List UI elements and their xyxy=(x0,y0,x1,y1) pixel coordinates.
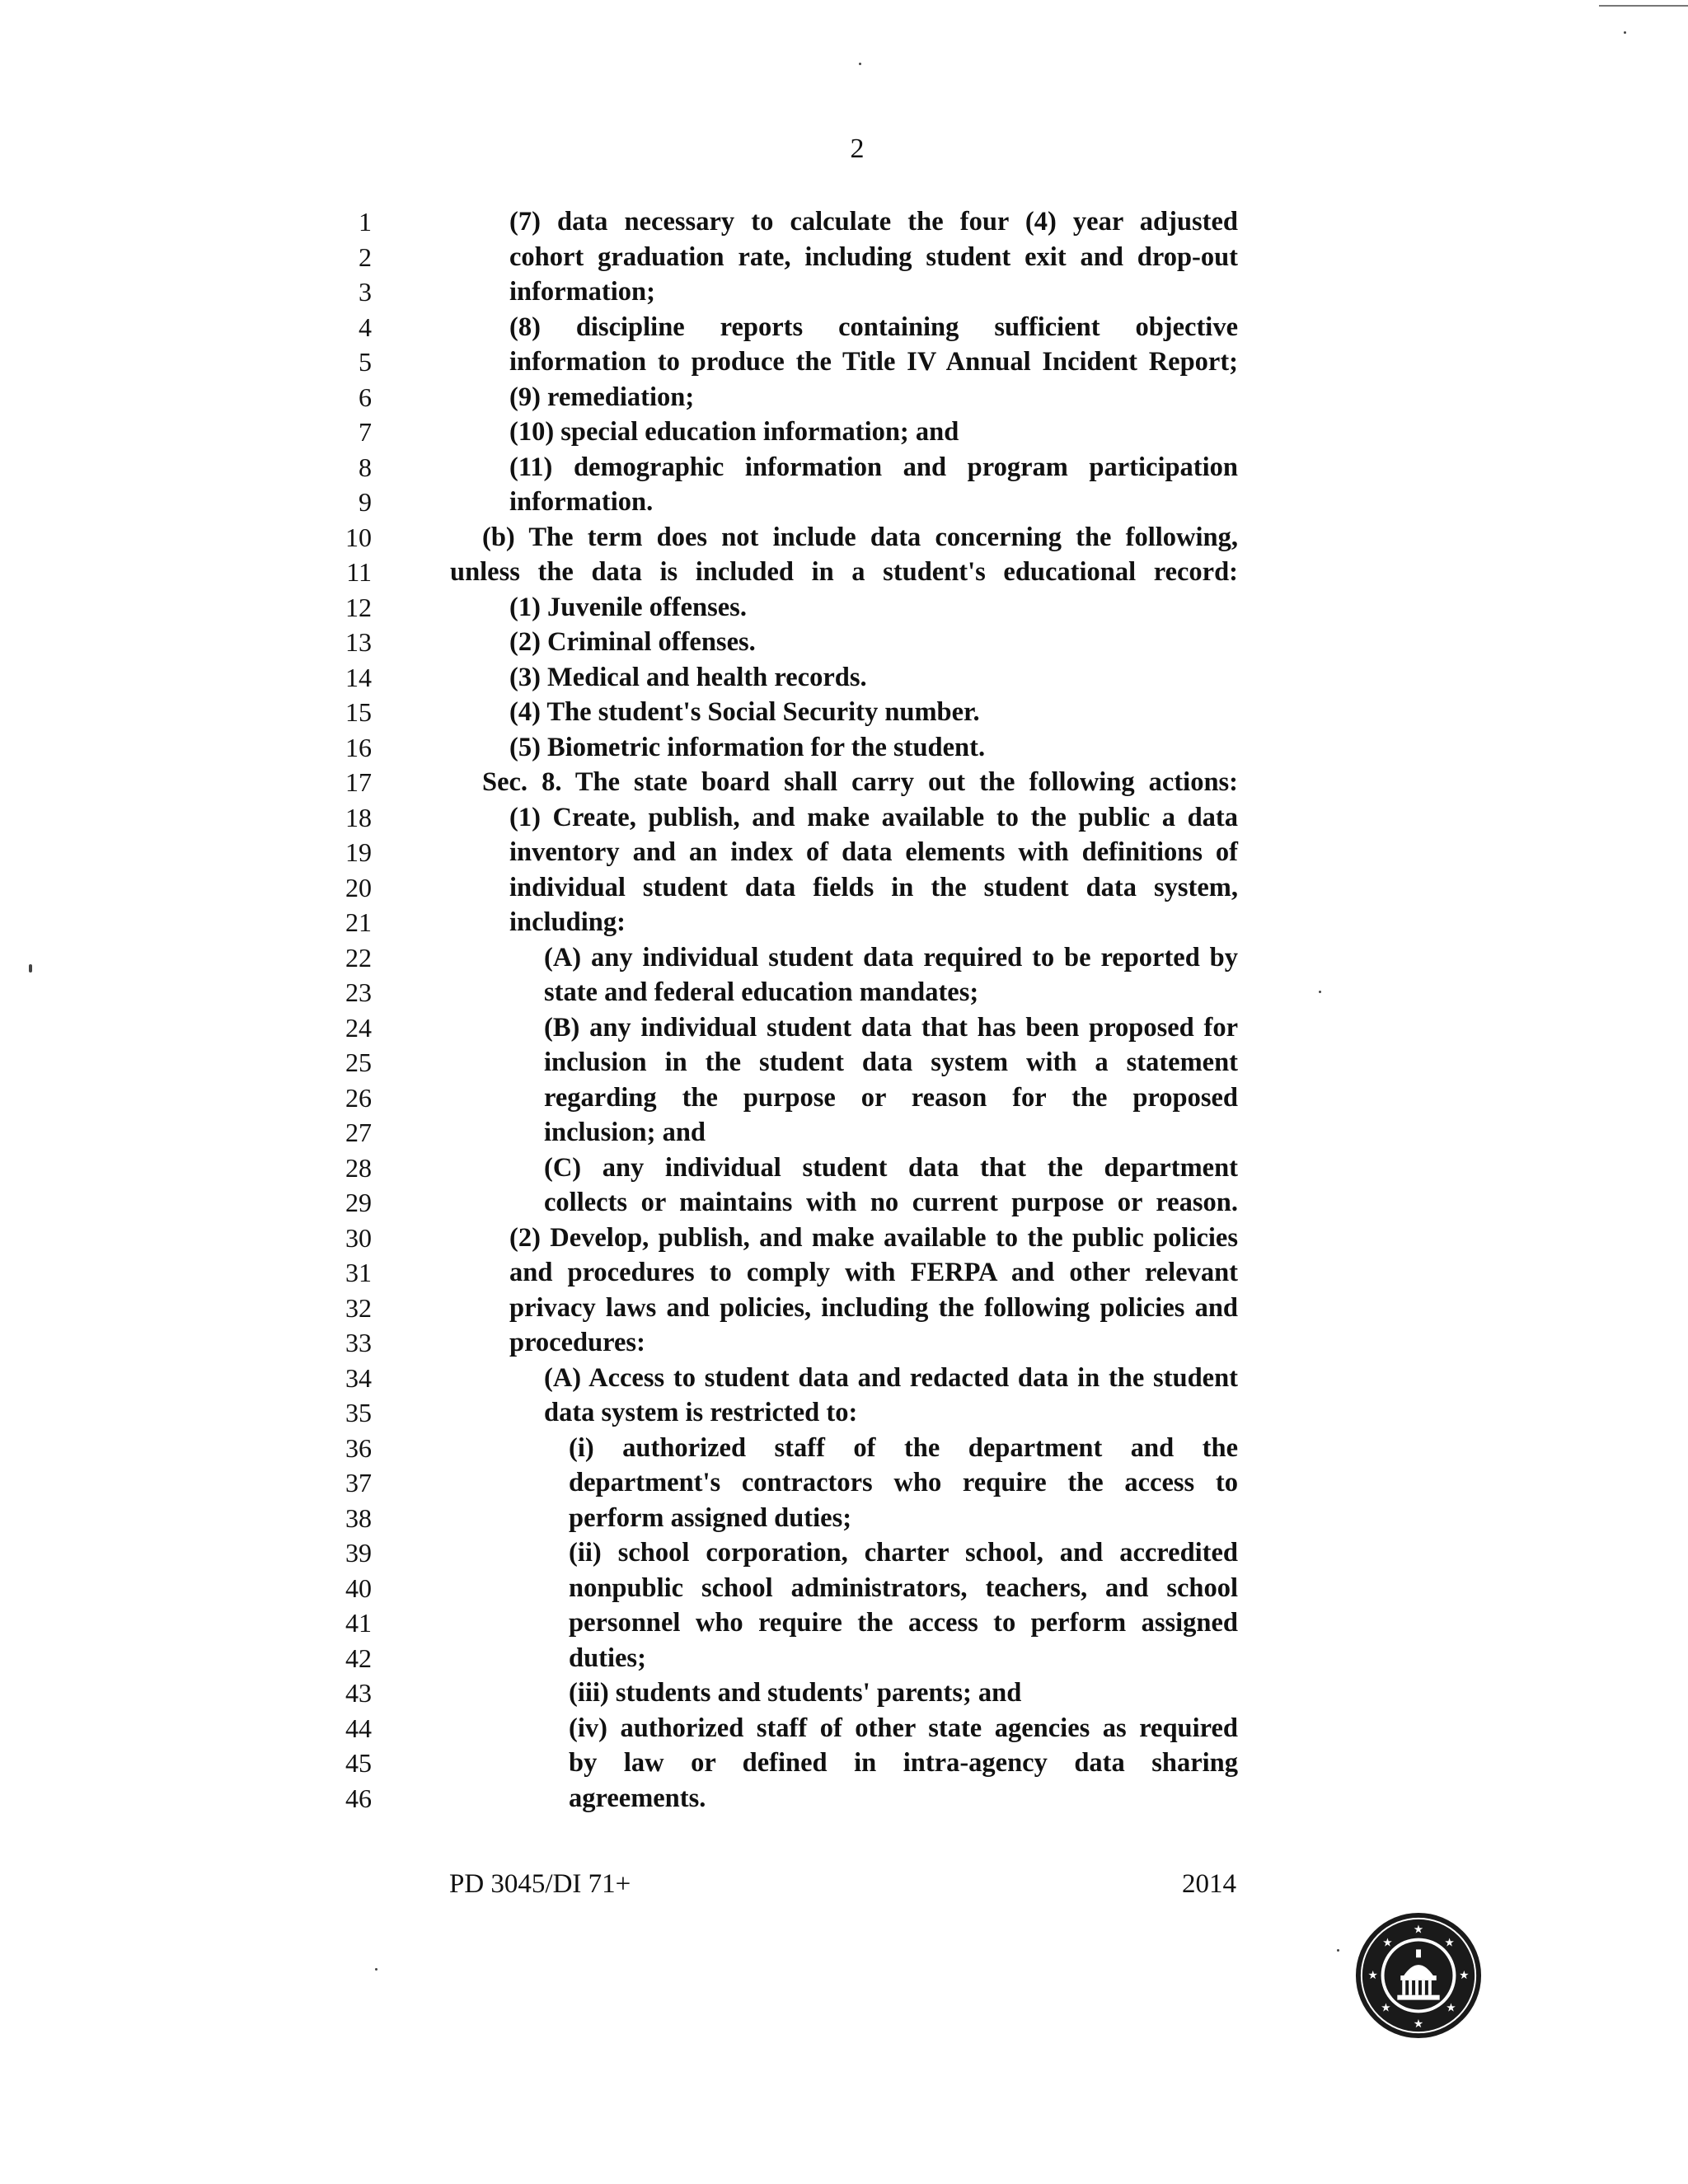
bill-text-line: by law or defined in intra-agency data sharing xyxy=(569,1748,1238,1778)
line-number: 34 xyxy=(345,1362,372,1393)
bill-text-line: (4) The student's Social Security number. xyxy=(509,697,980,727)
line-number: 9 xyxy=(359,487,372,517)
line-number: 32 xyxy=(345,1292,372,1323)
line-number: 12 xyxy=(345,592,372,622)
scan-speck xyxy=(859,63,861,65)
svg-text:★: ★ xyxy=(1459,1968,1470,1982)
line-number: 20 xyxy=(345,872,372,902)
line-number: 24 xyxy=(345,1012,372,1043)
line-number: 29 xyxy=(345,1188,372,1217)
line-number: 25 xyxy=(345,1047,372,1077)
line-number: 27 xyxy=(345,1118,372,1147)
bill-text-line: (8) discipline reports containing sufficient objective xyxy=(509,312,1238,342)
scan-corner-mark xyxy=(1599,5,1688,7)
line-number: 2 xyxy=(359,241,372,272)
bill-text-line: and procedures to comply with FERPA and other relevant xyxy=(509,1258,1238,1287)
line-number: 35 xyxy=(345,1398,372,1427)
line-number: 10 xyxy=(345,522,372,552)
line-number: 42 xyxy=(345,1643,372,1673)
svg-text:★: ★ xyxy=(1446,2001,1456,2015)
document-id: PD 3045/DI 71+ xyxy=(449,1869,631,1899)
line-number: 13 xyxy=(345,627,372,657)
bill-text-line: inventory and an index of data elements with definitions of xyxy=(509,837,1238,867)
line-number: 45 xyxy=(345,1748,372,1778)
scan-speck xyxy=(29,964,32,972)
line-number: 26 xyxy=(345,1082,372,1113)
line-number: 21 xyxy=(345,907,372,937)
bill-text-line: (2) Criminal offenses. xyxy=(509,627,756,657)
bill-text-line: unless the data is included in a student's educational record: xyxy=(450,557,1238,587)
line-number: 31 xyxy=(345,1258,372,1287)
line-number: 8 xyxy=(359,452,372,482)
bill-text-line: inclusion; and xyxy=(544,1118,706,1147)
bill-text-line: (1) Create, publish, and make available to the public a data xyxy=(509,802,1238,832)
bill-text-line: (A) any individual student data required to be reported by xyxy=(544,942,1238,972)
line-number: 44 xyxy=(345,1713,372,1743)
bill-text-line: including: xyxy=(509,907,626,937)
bill-text-line: (10) special education information; and xyxy=(509,417,959,447)
bill-text-line: (B) any individual student data that has been proposed for xyxy=(544,1012,1238,1043)
line-number: 6 xyxy=(359,382,372,412)
bill-text-line: inclusion in the student data system with a statement xyxy=(544,1047,1238,1077)
line-number: 14 xyxy=(345,662,372,692)
line-number: 28 xyxy=(345,1152,372,1183)
scan-speck xyxy=(375,1968,377,1971)
bill-text-line: duties; xyxy=(569,1643,646,1673)
svg-text:★: ★ xyxy=(1413,2018,1424,2032)
svg-text:★: ★ xyxy=(1444,1936,1455,1950)
bill-text-line: department's contractors who require the access to xyxy=(569,1468,1238,1497)
bill-text-line: (b) The term does not include data concerning the following, xyxy=(482,522,1238,552)
line-number: 7 xyxy=(359,417,372,447)
line-number-column xyxy=(334,204,372,1816)
bill-text-line: nonpublic school administrators, teachers, and school xyxy=(569,1572,1238,1603)
line-number: 15 xyxy=(345,697,372,727)
line-number: 17 xyxy=(345,767,372,797)
bill-text-line: cohort graduation rate, including student exit and drop-out xyxy=(509,241,1238,272)
bill-text-line: (A) Access to student data and redacted data in the student xyxy=(544,1362,1238,1393)
line-number: 36 xyxy=(345,1432,372,1463)
line-number: 5 xyxy=(359,347,372,377)
line-number: 39 xyxy=(345,1538,372,1568)
line-number: 1 xyxy=(359,207,372,237)
bill-text-line: (3) Medical and health records. xyxy=(509,662,867,692)
line-number: 30 xyxy=(345,1222,372,1253)
line-number: 40 xyxy=(345,1572,372,1603)
scan-speck xyxy=(1337,1949,1339,1952)
bill-text-line: individual student data fields in the student data system, xyxy=(509,872,1238,902)
bill-text-line: (2) Develop, publish, and make available to the public policies xyxy=(509,1222,1238,1253)
line-number: 16 xyxy=(345,732,372,762)
bill-text-line: (9) remediation; xyxy=(509,382,695,412)
line-number: 4 xyxy=(359,312,372,342)
state-seal-icon xyxy=(1353,1910,1484,2041)
bill-text-line: Sec. 8. The state board shall carry out the following actions: xyxy=(482,767,1238,797)
session-year: 2014 xyxy=(1182,1869,1236,1899)
bill-text-line: regarding the purpose or reason for the proposed xyxy=(544,1082,1238,1113)
page-number: 2 xyxy=(850,134,865,164)
line-number: 46 xyxy=(345,1783,372,1813)
bill-text-line: personnel who require the access to perform assigned xyxy=(569,1608,1238,1638)
bill-text-line: data system is restricted to: xyxy=(544,1398,858,1427)
line-number: 41 xyxy=(345,1608,372,1638)
bill-text-line: procedures: xyxy=(509,1328,645,1357)
svg-text:★: ★ xyxy=(1413,1923,1424,1937)
line-number: 43 xyxy=(345,1678,372,1708)
bill-text-line: (11) demographic information and program participation xyxy=(509,452,1238,482)
line-number: 38 xyxy=(345,1502,372,1533)
line-number: 18 xyxy=(345,802,372,832)
bill-text-line: (5) Biometric information for the student. xyxy=(509,732,986,762)
bill-text-line: (C) any individual student data that the department xyxy=(544,1152,1238,1183)
line-number: 23 xyxy=(345,977,372,1007)
bill-text-line: state and federal education mandates; xyxy=(544,977,979,1007)
bill-text-line: privacy laws and policies, including the following policies and xyxy=(509,1292,1238,1323)
bill-text-line: (iv) authorized staff of other state agencies as required xyxy=(569,1713,1238,1743)
line-number: 19 xyxy=(345,837,372,867)
svg-text:★: ★ xyxy=(1367,1968,1378,1982)
bill-text-line: perform assigned duties; xyxy=(569,1502,852,1533)
bill-text-line: (7) data necessary to calculate the four (4) year adjusted xyxy=(509,207,1238,237)
bill-text-line: agreements. xyxy=(569,1783,706,1813)
line-number: 37 xyxy=(345,1468,372,1497)
scan-speck xyxy=(1319,991,1321,993)
scan-speck xyxy=(1624,31,1626,34)
svg-text:★: ★ xyxy=(1381,2001,1391,2015)
bill-text-line: (iii) students and students' parents; and xyxy=(569,1678,1022,1708)
line-number: 33 xyxy=(345,1328,372,1357)
bill-text-line: (i) authorized staff of the department and the xyxy=(569,1432,1238,1463)
line-number: 22 xyxy=(345,942,372,972)
bill-text-line: collects or maintains with no current purpose or reason. xyxy=(544,1188,1238,1217)
line-number: 3 xyxy=(359,277,372,307)
bill-text-line: (ii) school corporation, charter school, and accredited xyxy=(569,1538,1238,1568)
bill-text-line: information to produce the Title IV Annual Incident Report; xyxy=(509,347,1238,377)
line-number: 11 xyxy=(346,557,372,587)
svg-text:★: ★ xyxy=(1382,1936,1393,1950)
bill-text-line: (1) Juvenile offenses. xyxy=(509,592,747,622)
bill-text-line: information; xyxy=(509,277,655,307)
bill-text-line: information. xyxy=(509,487,654,517)
